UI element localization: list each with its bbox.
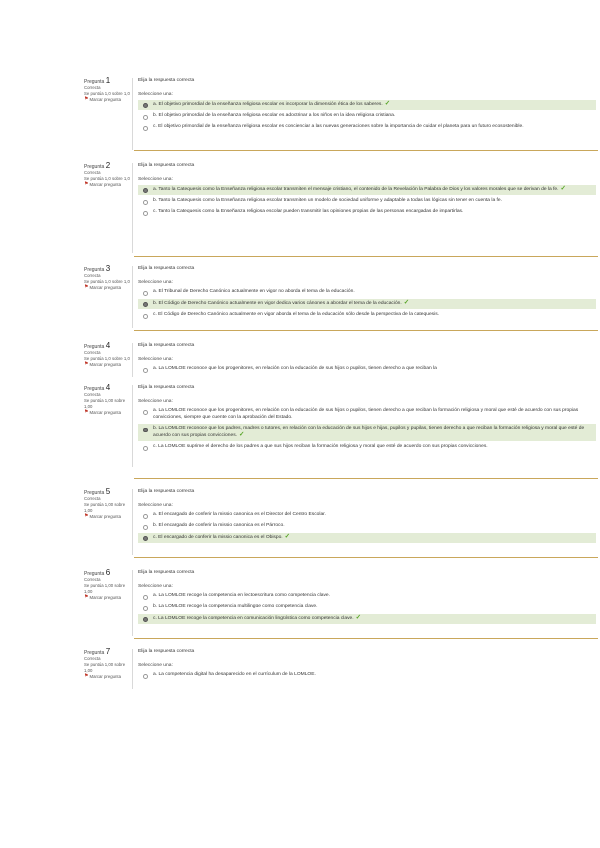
flag-question-button[interactable] — [84, 182, 130, 188]
question-separator — [134, 638, 598, 639]
question-block — [84, 78, 598, 150]
question-prompt: Elija la respuesta correcta — [138, 489, 195, 494]
answer-text: a. La LOMLOE reconoce que los progenitores, en relación con la educación de sus hijos o pupilos, tienen derecho a que reciban la — [153, 366, 437, 372]
radio-button[interactable] — [143, 314, 148, 319]
answer-text: c. La LOMLOE suprime el derecho de los padres a que sus hijos reciban la formación religiosa y moral que esté de acuerdo con sus propias convicciones. — [153, 444, 488, 450]
radio-button[interactable] — [143, 302, 148, 307]
question-number: 4 — [105, 341, 111, 350]
question-number-label — [84, 343, 130, 350]
question-number-label — [84, 385, 130, 392]
question-separator — [134, 150, 598, 151]
question-separator — [134, 557, 598, 558]
question-number-label — [84, 266, 130, 273]
question-number-label — [84, 489, 130, 496]
answer-option[interactable] — [138, 299, 596, 309]
question-label: Pregunta — [84, 571, 105, 577]
question-separator — [134, 330, 598, 331]
question-separator — [134, 478, 598, 479]
question-status: Correcta — [84, 656, 101, 661]
radio-button[interactable] — [143, 368, 148, 373]
question-status: Correcta — [84, 392, 101, 397]
flag-label: Marcar pregunta — [89, 182, 122, 187]
answer-text: c. El objetivo primordial de la enseñanza religiosa escolar es concienciar a las nuevas generaciones sobre la importancia de cuidar el planeta para un futuro ecosostenible. — [153, 124, 524, 130]
answer-option[interactable] — [138, 123, 596, 132]
question-content — [138, 343, 596, 374]
answer-option[interactable] — [138, 208, 596, 217]
question-prompt: Elija la respuesta correcta — [138, 266, 195, 271]
flag-question-button[interactable] — [84, 674, 130, 680]
flag-question-button[interactable] — [84, 285, 130, 291]
question-number: 3 — [105, 264, 111, 273]
question-status: Correcta — [84, 496, 101, 501]
flag-label: Marcar pregunta — [89, 514, 122, 519]
answer-option[interactable] — [138, 533, 596, 543]
question-divider — [132, 266, 133, 328]
radio-button[interactable] — [143, 103, 148, 108]
question-info — [84, 163, 130, 188]
answer-text: a. Tanto la Catequesis como la Enseñanza religiosa escolar transmiten el mensaje cristiano, el contenido de la Revelación la Palabra de Dios y los valores morales que se derivan de la fe. — [153, 187, 559, 193]
answer-option[interactable] — [138, 197, 596, 206]
question-status: Correcta — [84, 273, 101, 278]
answer-text: a. La LOMLOE reconoce que los progenitores, en relación con la educación de sus hijos o pupilos, tienen derecho a que reciban la formación religiosa y moral que esté de acuerdo con sus propias convicciones, siempre que cuente con la aprobación del Estado. — [153, 408, 579, 420]
question-number-label — [84, 570, 130, 577]
select-one-label: Seleccione una: — [138, 356, 173, 362]
question-label: Pregunta — [84, 490, 105, 496]
question-number: 5 — [105, 487, 111, 496]
question-label: Pregunta — [84, 386, 105, 392]
answer-option[interactable] — [138, 407, 596, 423]
flag-label: Marcar pregunta — [89, 362, 122, 367]
question-score: Se puntúa 1,00 sobre 1,00 — [84, 398, 126, 409]
question-label: Pregunta — [84, 79, 105, 85]
question-content — [138, 570, 596, 624]
question-block — [84, 266, 598, 328]
radio-button[interactable] — [143, 410, 148, 415]
flag-label: Marcar pregunta — [89, 97, 122, 102]
check-icon: ✓ — [284, 533, 291, 541]
answer-option[interactable] — [138, 671, 596, 680]
question-divider — [132, 489, 133, 555]
question-info — [84, 570, 130, 601]
question-content — [138, 489, 596, 543]
radio-button[interactable] — [143, 514, 148, 519]
question-number: 2 — [105, 161, 111, 170]
question-prompt: Elija la respuesta correcta — [138, 343, 195, 348]
question-score: Se puntúa 1,00 sobre 1,00 — [84, 502, 126, 513]
answer-text: b. Tanto la Catequesis como la Enseñanza religiosa escolar transmiten un modelo de sociedad uniforme y adaptable a todas las lógicas sin tener en cuenta la fe. — [153, 198, 502, 204]
question-content — [138, 78, 596, 132]
answer-text: b. El objetivo primordial de la enseñanza religiosa escolar es adoctrinar a los niños en la idea religiosa cristiana. — [153, 113, 396, 119]
radio-button[interactable] — [143, 291, 148, 296]
answer-option[interactable] — [138, 614, 596, 624]
question-content — [138, 266, 596, 320]
select-one-label: Seleccione una: — [138, 279, 173, 285]
answer-option[interactable] — [138, 424, 596, 441]
answer-option[interactable] — [138, 185, 596, 195]
question-divider — [132, 385, 133, 467]
question-info — [84, 78, 130, 103]
answer-option[interactable] — [138, 288, 596, 297]
question-block — [84, 489, 598, 555]
answer-text: a. La LOMLOE recoge la competencia en lectoescritura como competencia clave. — [153, 593, 330, 599]
answer-text: a. El Tribunal de Derecho Canónico actualmente en vigor no aborda el tema de la educación. — [153, 289, 355, 295]
question-number-label — [84, 649, 130, 656]
flag-icon: ⚑ — [84, 181, 89, 187]
answer-option[interactable] — [138, 365, 596, 374]
radio-button[interactable] — [143, 126, 148, 131]
question-info — [84, 266, 130, 291]
flag-icon: ⚑ — [84, 96, 89, 102]
select-one-label: Seleccione una: — [138, 91, 173, 97]
answer-option[interactable] — [138, 522, 596, 531]
question-info — [84, 649, 130, 680]
question-divider — [132, 78, 133, 150]
check-icon: ✓ — [239, 431, 245, 439]
question-status: Correcta — [84, 170, 101, 175]
question-block — [84, 385, 598, 467]
question-number: 7 — [105, 647, 111, 656]
answer-option[interactable] — [138, 100, 596, 110]
question-score: Se puntúa 1,00 sobre 1,00 — [84, 583, 126, 594]
question-prompt: Elija la respuesta correcta — [138, 385, 195, 390]
flag-icon: ⚑ — [84, 361, 89, 367]
answer-text: a. La competencia digital ha desaparecido en el currículum de la LOMLOE. — [153, 672, 316, 678]
radio-button[interactable] — [143, 525, 148, 530]
check-icon: ✓ — [560, 185, 566, 193]
flag-question-button[interactable] — [84, 362, 130, 368]
check-icon: ✓ — [384, 100, 391, 108]
question-label: Pregunta — [84, 267, 105, 273]
question-divider — [132, 163, 133, 253]
question-block — [84, 343, 598, 377]
question-content — [138, 385, 596, 452]
answer-option[interactable] — [138, 443, 596, 452]
question-score: Se puntúa 1,0 sobre 1,0 — [84, 176, 130, 181]
question-label: Pregunta — [84, 650, 105, 656]
select-one-label: Seleccione una: — [138, 502, 173, 508]
question-number: 4 — [105, 383, 111, 392]
answer-option[interactable] — [138, 311, 596, 320]
flag-icon: ⚑ — [84, 284, 89, 290]
question-status: Correcta — [84, 85, 101, 90]
check-icon: ✓ — [403, 299, 410, 307]
answer-text: c. Tanto la Catequesis como la Enseñanza religiosa escolar pueden transmitir las opiniones propias de las personas encargadas de impartirlas. — [153, 209, 464, 215]
select-one-label: Seleccione una: — [138, 583, 173, 589]
flag-label: Marcar pregunta — [89, 410, 122, 415]
question-status: Correcta — [84, 350, 101, 355]
question-block — [84, 649, 598, 689]
answer-text: b. El Código de Derecho Canónico actualmente en vigor dedica varios cánones a abordar el tema de la educación. — [153, 301, 402, 307]
question-info — [84, 385, 130, 416]
question-divider — [132, 649, 133, 689]
answer-text: b. La LOMLOE reconoce que los padres, madres o tutores, en relación con la educación de sus hijos e hijas, pupilos y pupilas, tienen derecho a que reciban la formación religiosa y moral que esté de acuerdo con sus propias convicciones. — [153, 425, 585, 439]
radio-button[interactable] — [143, 211, 148, 216]
answer-text: c. El encargado de conferir la missio canonica es el Obispo. — [153, 535, 283, 541]
radio-button[interactable] — [143, 606, 148, 611]
answer-text: b. El encargado de conferir la missio canonica es el Párroco. — [153, 523, 285, 529]
question-number: 6 — [105, 568, 111, 577]
flag-label: Marcar pregunta — [89, 674, 122, 679]
radio-button[interactable] — [143, 617, 148, 622]
flag-question-button[interactable] — [84, 97, 130, 103]
flag-icon: ⚑ — [84, 409, 89, 415]
radio-button[interactable] — [143, 595, 148, 600]
question-info — [84, 489, 130, 520]
radio-button[interactable] — [143, 188, 148, 193]
question-label: Pregunta — [84, 164, 105, 170]
answer-text: a. El objetivo primordial de la enseñanza religiosa escolar es incorporar la dimensión ética de los saberes. — [153, 102, 383, 108]
radio-button[interactable] — [143, 428, 148, 433]
question-divider — [132, 570, 133, 636]
question-block — [84, 570, 598, 636]
flag-label: Marcar pregunta — [89, 595, 122, 600]
question-score: Se puntúa 1,0 sobre 1,0 — [84, 279, 130, 284]
flag-question-button[interactable] — [84, 410, 130, 416]
select-one-label: Seleccione una: — [138, 398, 173, 404]
question-content — [138, 649, 596, 680]
question-divider — [132, 343, 133, 377]
radio-button[interactable] — [143, 446, 148, 451]
flag-label: Marcar pregunta — [89, 285, 122, 290]
question-prompt: Elija la respuesta correcta — [138, 570, 195, 575]
flag-icon: ⚑ — [84, 594, 89, 600]
answer-text: a. El encargado de conferir la missio canonica es el Director del Centro Escolar. — [153, 512, 326, 518]
select-one-label: Seleccione una: — [138, 176, 173, 182]
answer-text: c. El Código de Derecho Canónico actualmente en vigor aborda el tema de la educación sólo desde la perspectiva de la catequesis. — [153, 312, 440, 318]
radio-button[interactable] — [143, 674, 148, 679]
question-number: 1 — [105, 76, 111, 85]
flag-question-button[interactable] — [84, 595, 130, 601]
question-info — [84, 343, 130, 368]
question-prompt: Elija la respuesta correcta — [138, 78, 195, 83]
flag-icon: ⚑ — [84, 673, 89, 679]
question-prompt: Elija la respuesta correcta — [138, 649, 195, 654]
question-prompt: Elija la respuesta correcta — [138, 163, 195, 168]
answer-option[interactable] — [138, 112, 596, 121]
question-number-label — [84, 163, 130, 170]
question-label: Pregunta — [84, 344, 105, 350]
answer-option[interactable] — [138, 603, 596, 612]
question-separator — [134, 256, 598, 257]
question-number-label — [84, 78, 130, 85]
answer-text: c. La LOMLOE recoge la competencia en comunicación lingüística como competencia clave. — [153, 616, 354, 622]
radio-button[interactable] — [143, 115, 148, 120]
question-block — [84, 163, 598, 253]
check-icon: ✓ — [355, 614, 362, 622]
select-one-label: Seleccione una: — [138, 662, 173, 668]
answer-option[interactable] — [138, 592, 596, 601]
flag-question-button[interactable] — [84, 514, 130, 520]
question-score: Se puntúa 1,00 sobre 1,00 — [84, 662, 126, 673]
answer-text: b. La LOMLOE recoge la competencia multilingüe como competencia clave. — [153, 604, 318, 610]
answer-option[interactable] — [138, 511, 596, 520]
radio-button[interactable] — [143, 536, 148, 541]
flag-icon: ⚑ — [84, 513, 89, 519]
question-status: Correcta — [84, 577, 101, 582]
radio-button[interactable] — [143, 200, 148, 205]
question-content — [138, 163, 596, 217]
question-score: Se puntúa 1,0 sobre 1,0 — [84, 356, 130, 361]
question-score: Se puntúa 1,0 sobre 1,0 — [84, 91, 130, 96]
